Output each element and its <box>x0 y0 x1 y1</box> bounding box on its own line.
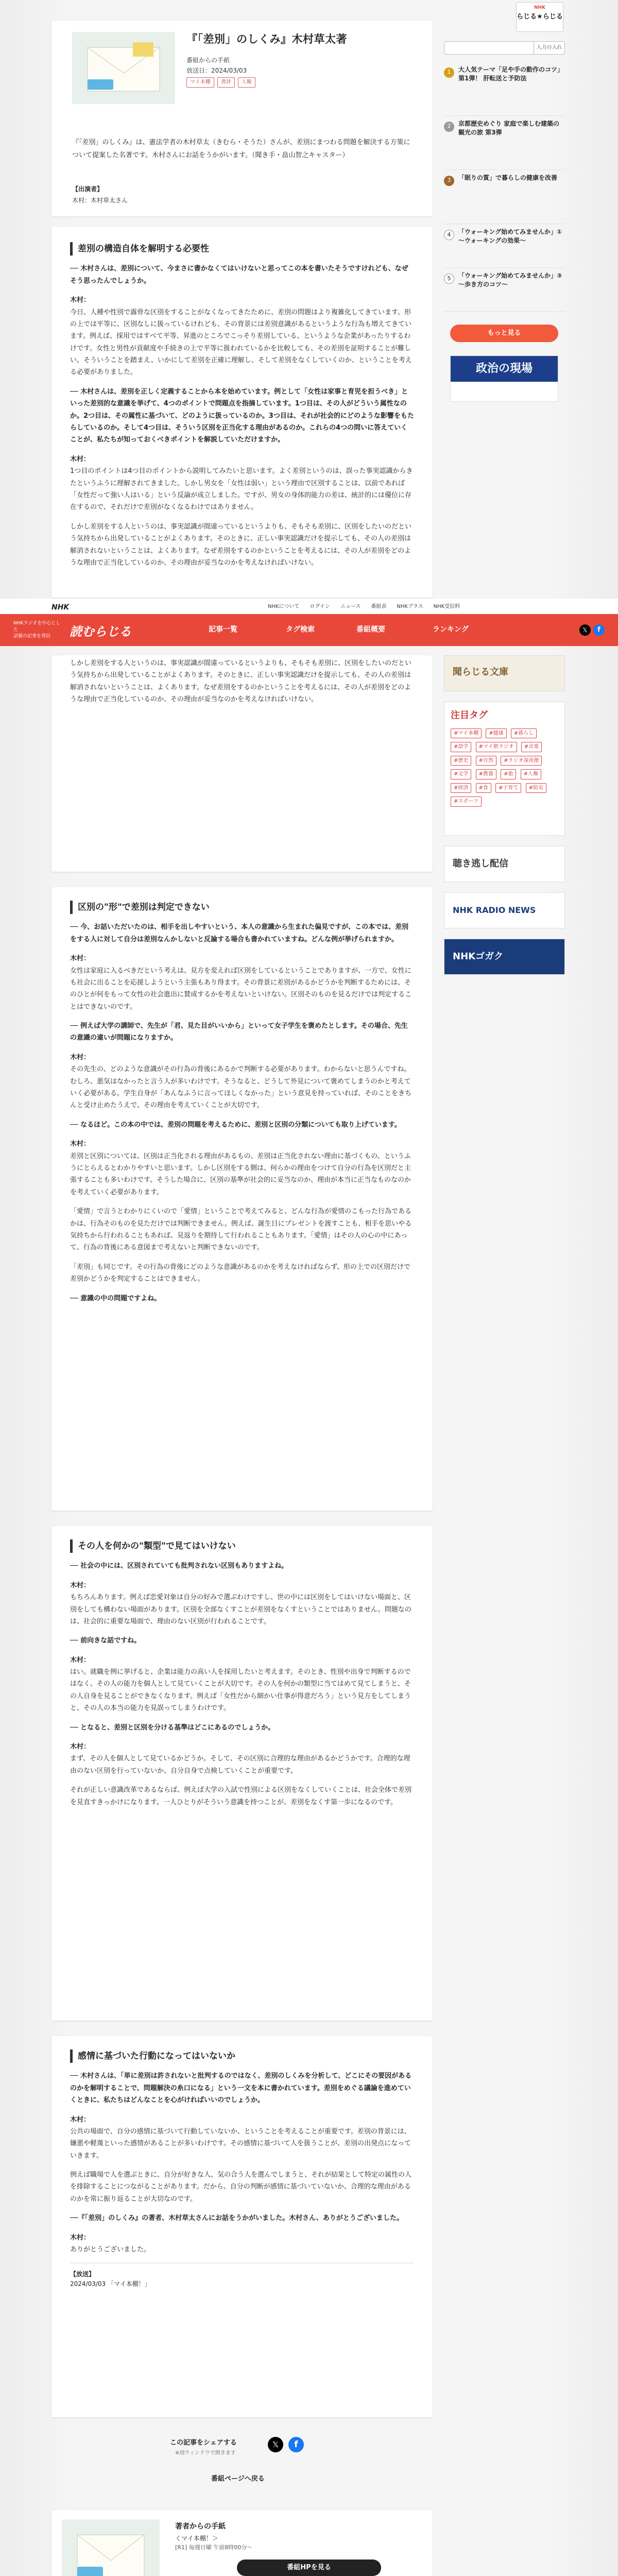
x-icon[interactable]: 𝕏 <box>268 2437 283 2452</box>
answer-text: 女性は家庭に入るべきだという考えは、見方を変えれば区別をしているということでありますが、一方で、女性にも社会に出ることを応援しようという主張もあり得ます。その背景に差別があるかどうかを判断するためには、そのひとが何をもって女性の社会進出に賛成するかを考えないといけない。区別そのものを見るだけでは判定することはできないのです。 <box>70 967 412 1011</box>
article-body <box>52 655 433 2576</box>
answer <box>70 453 414 514</box>
answer-text: その先生の、どのような意識がその行為の背後にあるかで判断する必要があります。わからないと思うんですね。むしろ、悪気はなかったと言う人が多いわけです。そうなると、どうして外見について褒めてしまうのかと考えていく必要がある。学生自身が「あんなふうに言ってほしくなかった」という意見を持っていれば、そのことをきちんと受け止めたうえで、その理由を考えていくことが大切です。 <box>70 1065 412 1110</box>
question: ── 木村さんは、差別について、今まさに書かなくてはいけないと思ってこの本を書いたそうですけれども、なぜそう思ったんでしょうか。 <box>70 265 408 285</box>
section-heading: 感情に基づいた行動になってはいないか <box>70 2049 414 2063</box>
section-heading: その人を何かの"類型"で見てはいけない <box>70 1539 414 1553</box>
credit-heading: 【出演者】 <box>72 185 104 193</box>
article-hero-image <box>72 32 175 104</box>
rank-number: 2 <box>444 122 454 132</box>
rank-number: 5 <box>444 274 454 284</box>
share-label: この記事をシェアする <box>170 2439 237 2447</box>
site-header <box>0 614 618 646</box>
tag-chip[interactable]: #音楽 <box>521 742 542 752</box>
rank-number: 4 <box>444 230 454 240</box>
broadcast-info <box>70 2263 414 2289</box>
search-box <box>444 41 565 55</box>
program-box <box>52 2510 433 2576</box>
ranking-item[interactable] <box>444 64 565 116</box>
kikinogashi-title: 聴き逃し配信 <box>453 858 508 869</box>
speaker: 木村： <box>70 1053 91 1061</box>
ranking-title: 「眠りの質」で暮らしの健康を改善 <box>458 174 558 181</box>
brand-tagline-top: NHKラジオを中心とした <box>13 621 61 633</box>
ranking-title: 「ウォーキング始めてみませんか」① 〜ウォーキングの効果〜 <box>458 228 562 245</box>
speaker: 木村： <box>70 955 91 963</box>
answer-text: 「愛情」で言うとわかりにくいので「愛情」ということで考えてみると、どんな行為が愛情のこもった行為であるかは、行為そのものを見ただけでは判断できません。例えば、誕生日にプレゼントを渡すことも、相手を思いやる気持ちから行われることもあれば、見返りを期待して行われることもあります。「愛情」はその人の心の中にあって、行為の背後にある意図まで考えないと判断できないのです。 <box>70 1208 412 1252</box>
more-button[interactable]: もっと見る <box>450 325 558 342</box>
question: ── 今、お話いただいたのは、相手を出しやすいという、本人の意識から生まれた偏見ですが、この本では、差別をする人に対して自分は差別なんかしないと反論する場合も書かれていますね。どんな例が挙げられますか。 <box>70 923 409 943</box>
tag-chip[interactable]: #子育て <box>495 783 521 793</box>
section-heading: 差別の構造自体を解明する必要性 <box>70 242 414 256</box>
ranking-item[interactable] <box>444 118 565 170</box>
speaker: 木村： <box>70 455 91 463</box>
featured-tags-heading: 注目タグ <box>451 710 488 721</box>
broadcast-date: 放送日：2024/03/03 <box>186 67 247 74</box>
question: ── なるほど。この本の中では、差別の問題を考えるために、差別と区別の分類についても取り上げています。 <box>70 1121 401 1129</box>
tag-chip[interactable]: #旅 <box>501 769 516 779</box>
tag-chip[interactable]: #教養 <box>476 769 496 779</box>
featured-tags <box>444 702 565 836</box>
speaker: 木村： <box>70 1656 91 1664</box>
answer-text: 1つ目のポイントは4つ目のポイントから説明してみたいと思います。よく差別というのは、誤った事実認識からきたというふうに理解されてきました。しかし男女を「女性は弱い」という理由で区別することは、以前であれば「女性だって強い人はいる」という反論が成立しました。ですが、男女の身体的能力の差は、統計的には優位に存在するので、それだけで差別がなくなるわけではありません。 <box>70 467 413 512</box>
ranking-item[interactable] <box>444 173 565 224</box>
brand-logo[interactable]: 読むらじる <box>70 624 131 639</box>
answer-text: 例えば職場で人を選ぶときに、自分が好きな人、気の合う人を選んでしまうと、それが結果として特定の属性の人を排除することにつながることがあります。だから、自分の判断が感情に基づいていないか、合理的な理由があるのかを常に振り返ることが大切なのです。 <box>70 2171 412 2203</box>
ranking-title: 大人気テーマ「足や手の動作のコツ」第1弾！ 肝転送と予防法 <box>458 66 564 82</box>
politics-banner[interactable] <box>450 355 558 402</box>
tag-chip[interactable]: マイ本棚 <box>186 77 214 88</box>
program-hp-button[interactable]: 番組HPを見る <box>237 2560 381 2576</box>
brand-tagline-bottom: 話題の記事を発信 <box>13 634 51 639</box>
tag-chip[interactable]: #マイ本棚 <box>451 728 482 739</box>
nhk-label: NHK <box>534 5 546 10</box>
tag-chip[interactable]: #自然 <box>476 756 496 766</box>
kikinogashi-banner[interactable] <box>444 846 565 882</box>
nav-item-tags[interactable]: タグ検索 <box>286 625 315 634</box>
section-card <box>52 227 433 598</box>
nhk-logo[interactable]: NHK <box>52 603 70 612</box>
tag-chip[interactable]: #防災 <box>526 783 546 793</box>
facebook-icon[interactable]: f <box>288 2437 304 2452</box>
nav-item-articles[interactable]: 記事一覧 <box>209 625 237 634</box>
credit-text: 木村：木村草太さん <box>72 197 128 204</box>
tag-chip[interactable]: 書評 <box>217 77 235 88</box>
back-to-program-link[interactable]: 番組ページへ戻る <box>211 2475 265 2483</box>
tag-chip[interactable]: #文学 <box>451 769 471 779</box>
nav-link[interactable]: ニュース <box>340 604 361 609</box>
question: ── となると、差別と区別を分ける基準はどこにあるのでしょうか。 <box>70 1723 275 1732</box>
sidebar <box>444 0 565 598</box>
answer-text: 公共の場面で、自分の感情に基づいて行動していないか、ということを考えることが重要です。差別の背景には、嫌悪や軽蔑といった感情があることが多いわけです。その感情に基づいて人を扱うことが、差別の出発点になっていきます。 <box>70 2127 411 2160</box>
share-note: ※別ウィンドウで開きます <box>175 2450 236 2456</box>
rank-number: 3 <box>444 176 454 186</box>
tag-chip[interactable]: #食 <box>476 783 491 793</box>
ranking-title: 京都歴史めぐり 家庭で楽しむ建築の観光の旅 第3弾 <box>458 120 560 137</box>
share-area <box>52 2428 433 2495</box>
speaker: 木村： <box>70 296 91 304</box>
tag-chip[interactable]: #暮らし <box>511 728 537 739</box>
answer <box>70 1138 414 1198</box>
ranking-item[interactable] <box>444 227 565 268</box>
nav-link[interactable]: NHK受信料 <box>433 604 460 609</box>
nav-item-ranking[interactable]: ランキング <box>433 625 469 634</box>
program-name[interactable]: 番組からの手紙 <box>186 57 230 64</box>
tag-chip[interactable]: #スポーツ <box>451 796 482 807</box>
program-thumbnail[interactable] <box>62 2519 160 2576</box>
tag-chip[interactable]: #ラジオ深夜便 <box>501 756 542 766</box>
ranking-title: 「ウォーキング始めてみませんか」③ 〜歩き方のコツ〜 <box>458 272 562 289</box>
nav-link[interactable]: ログイン <box>310 604 330 609</box>
article-lead: 『「差別」のしくみ』は、憲法学者の木村草太（きむら・そうた）さんが、差別にまつわる問題を解決する方策について提案した名著です。木村さんにお話をうかがいます。（聞き手・畠山智之キャスター） <box>72 139 410 159</box>
speaker: 木村： <box>70 2233 91 2242</box>
nhk-global-nav <box>0 599 618 614</box>
answer <box>70 1654 414 1715</box>
speaker: 木村： <box>70 1743 91 1751</box>
article-tags <box>186 77 255 88</box>
bunko-banner[interactable] <box>444 655 565 691</box>
broadcast-info-text: 2024/03/03 「マイ本棚！」 <box>70 2280 151 2288</box>
section-card <box>52 1526 433 2021</box>
search-button[interactable]: 入力の入れ <box>534 42 564 54</box>
question: ── 前向きな話ですね。 <box>70 1637 141 1645</box>
radio-app-name: らじる★らじる <box>517 12 563 21</box>
answer-text: もちろんあります。例えば恋愛対象は自分の好みで選ぶわけですし、世の中には区別をしてはいけない場面と、区別をしても構わない場面があります。区別を全部なくすことが差別をなくすということではありません。問題なのは、社会的に重要な場面で、理由のない区別が行われることです。 <box>70 1594 411 1625</box>
program-time: [R1] 毎週日曜 午前8時00分〜 <box>175 2544 253 2551</box>
global-nav-links <box>268 603 460 611</box>
answer-text: それが正しい意識改革であるならば、例えば大学の入試で性別による区別をなくしていくことは、社会全体で差別を見直すきっかけになります。一人ひとりがそういう意識を持つことが、差別をなくす第一歩になるのです。 <box>70 1786 412 1806</box>
answer <box>70 1052 414 1112</box>
section-card <box>52 2036 433 2417</box>
nav-item-programs[interactable]: 番組概要 <box>356 625 385 634</box>
x-icon[interactable]: 𝕏 <box>579 624 591 636</box>
tag-chip[interactable]: #経済 <box>451 783 471 793</box>
tag-list <box>451 728 558 810</box>
program-title: 著者からの手紙 <box>175 2522 226 2531</box>
ranking-item[interactable] <box>444 270 565 312</box>
nhk-radio-logo-area <box>444 0 565 36</box>
tag-chip[interactable]: 人権 <box>238 77 255 88</box>
answer <box>70 1580 414 1628</box>
section-card <box>52 887 433 1511</box>
radio-app-logo[interactable] <box>516 2 563 32</box>
nav-link[interactable]: NHKについて <box>268 604 300 609</box>
section-heading: 区別の"形"で差別は判定できない <box>70 901 414 914</box>
answer-text: 「差別」も同じです。その行為の背後にどのような意識があるのかを考えなければならず、形の上での区別だけで差別かどうかを判定することはできません。 <box>70 1263 410 1283</box>
question: ── 社会の中には、区別されていても批判されない区別もありますよね。 <box>70 1562 288 1570</box>
broadcast-info-heading: 【放送】 <box>70 2270 95 2278</box>
tag-chip[interactable]: #健康 <box>486 728 506 739</box>
answer <box>70 1741 414 1777</box>
gogaku-title: NHKゴガク <box>453 951 504 962</box>
question: ── 意識の中の問題ですよね。 <box>70 1294 161 1302</box>
answer-text: 今日、人種や性別で露骨な区別をすることがなくなってきたために、差別の問題はより複雑化してきています。形の上では平等に、区別なしに扱っているけれども、その背景には差別意識があるというような行為も増えてきています。例えば、採用ではすべて平等、昇進のところでこっそり差別している、というような企業があったりするわけです。女性と男性が貢献度や手続きの上で平等に扱われているかを比較しても、その差別を証明することが難しい。そういうことを踏まえ、いかにして差別を正確に理解し、そして差別をなくしていくのか、ということを考える必要がありました。 <box>70 308 412 377</box>
facebook-icon[interactable]: f <box>593 624 605 636</box>
tag-chip[interactable]: #人権 <box>521 769 541 779</box>
answer-text: はい。就職を例に挙げると、企業は能力の高い人を採用したいと考えます。そのとき、性別や出身で判断するのではなく、その人の能力を個人として見ていくことが大切です。その人を何かの類型に当てはめて見てしまうと、その人自身を見ることができなくなります。例えば「女性だから細かい仕事が得意だろう」という見方をしてしまうと、その人の本当の能力を見誤ってしまうわけです。 <box>70 1668 411 1713</box>
gogaku-banner[interactable] <box>444 939 565 975</box>
answer <box>70 2114 414 2162</box>
answer-text: まず、その人を個人として見ているかどうか。そして、その区別に合理的な理由があるかどうかです。合理的な理由のない区別を行っていないか、自分自身で点検していくことが重要です。 <box>70 1755 410 1775</box>
radio-news-banner[interactable] <box>444 892 565 928</box>
search-input[interactable] <box>445 42 533 54</box>
tag-chip[interactable]: #マイ朝ラジオ <box>476 742 517 752</box>
answer-text: しかし差別をする人というのは、事実認識が間違っているというよりも、そもそも差別に、区別をしたいのだという気持ちから出発していることがよくあります。そのときに、正しい事実認識だけを提示しても、その人の差別は解消されないということは、よくあります。なぜ差別をするのかということを考えるには、その人が差別をどのような理由で正当化しているのか、その理由が妥当なのかを考えなければいけない。 <box>70 659 412 704</box>
tag-chip[interactable]: #歴史 <box>451 756 471 766</box>
article-title: 『「差別」のしくみ』木村草太著 <box>186 33 347 45</box>
tag-chip[interactable]: #語学 <box>451 742 471 752</box>
speaker: 木村： <box>70 2115 91 2124</box>
answer <box>70 294 414 379</box>
answer <box>70 2232 414 2256</box>
section-card <box>52 655 433 872</box>
program-subtitle: くマイ本棚！＞ <box>175 2535 218 2542</box>
answer-text: 差別と区別については、区別は正当化される理由があるもの、差別は正当化されない理由に基づくもの、というふうにとらえるとわかりやすいと思います。しかし区別をする側は、何らかの理由をつけて自分の行為を区別だと主張することも多いわけです。そうした場合に、区別の基準が社会的に妥当なのか、理由が本当に正当なものなのかを考えていく必要があります。 <box>70 1152 411 1196</box>
radio-news-title: NHK RADIO NEWS <box>453 905 536 915</box>
answer-text: ありがとうございました。 <box>70 2246 151 2254</box>
answer <box>70 953 414 1013</box>
question: ── 木村さんは、「単に差別は許されないと批判するのではなく、差別のしくみを分析して、どこにその要因があるのかを解明することで、問題解決の糸口になる」という一文を本に書かれています。差別をめぐる議論を進めていくときに、私たちはどんなことを心がければいいのでしょうか。 <box>70 2072 412 2105</box>
brand-tagline <box>13 620 65 640</box>
bunko-title: 聞らじる文庫 <box>453 667 508 677</box>
answer-text: しかし差別をする人というのは、事実認識が間違っているというよりも、そもそも差別に、区別をしたいのだという気持ちから出発していることがよくあります。そのときに、正しい事実認識だけを提示しても、その人の差別は解消されないということは、よくあります。なぜ差別をするのかということを考えるには、その人が差別をどのような理由で正当化しているのか、その理由が妥当なのかを考えなければいけない。 <box>70 522 412 567</box>
article-header-card <box>52 21 433 216</box>
speaker: 木村： <box>70 1581 91 1589</box>
question: ── 木村さんは、差別を正しく定義することから本を始めています。例として「女性は家事と育児を担うべき」といった差別的な意識を挙げて、4つのポイントで問題点を指摘しています。1つ目は、その人がどういう属性なのか。2つ目は、その属性に基づいて、どのように扱っているのか。3つ目は、それが社会的にどのような影響をもたらしているのか。そして4つ目は、そういう区別を正当化する理由があるのか。これらの4つの問いに答えていくことが、私たちが知っておくべきポイントを解説していただけますか。 <box>70 387 414 444</box>
question: ── 例えば大学の講師で、先生が「君、見た目がいいから」といって女子学生を褒めたとします。その場合、先生の意識の違いが問題になりますか。 <box>70 1022 408 1042</box>
question: ──『「差別」のしくみ』の著者、木村草太さんにお話をうかがいました。木村さん、ありがとうございました。 <box>70 2214 403 2223</box>
politics-banner-title: 政治の現場 <box>451 356 558 382</box>
rank-number: 1 <box>444 67 454 78</box>
nav-link[interactable]: NHKプラス <box>397 604 423 609</box>
speaker: 木村： <box>70 1140 91 1148</box>
nav-link[interactable]: 番組表 <box>371 604 387 609</box>
